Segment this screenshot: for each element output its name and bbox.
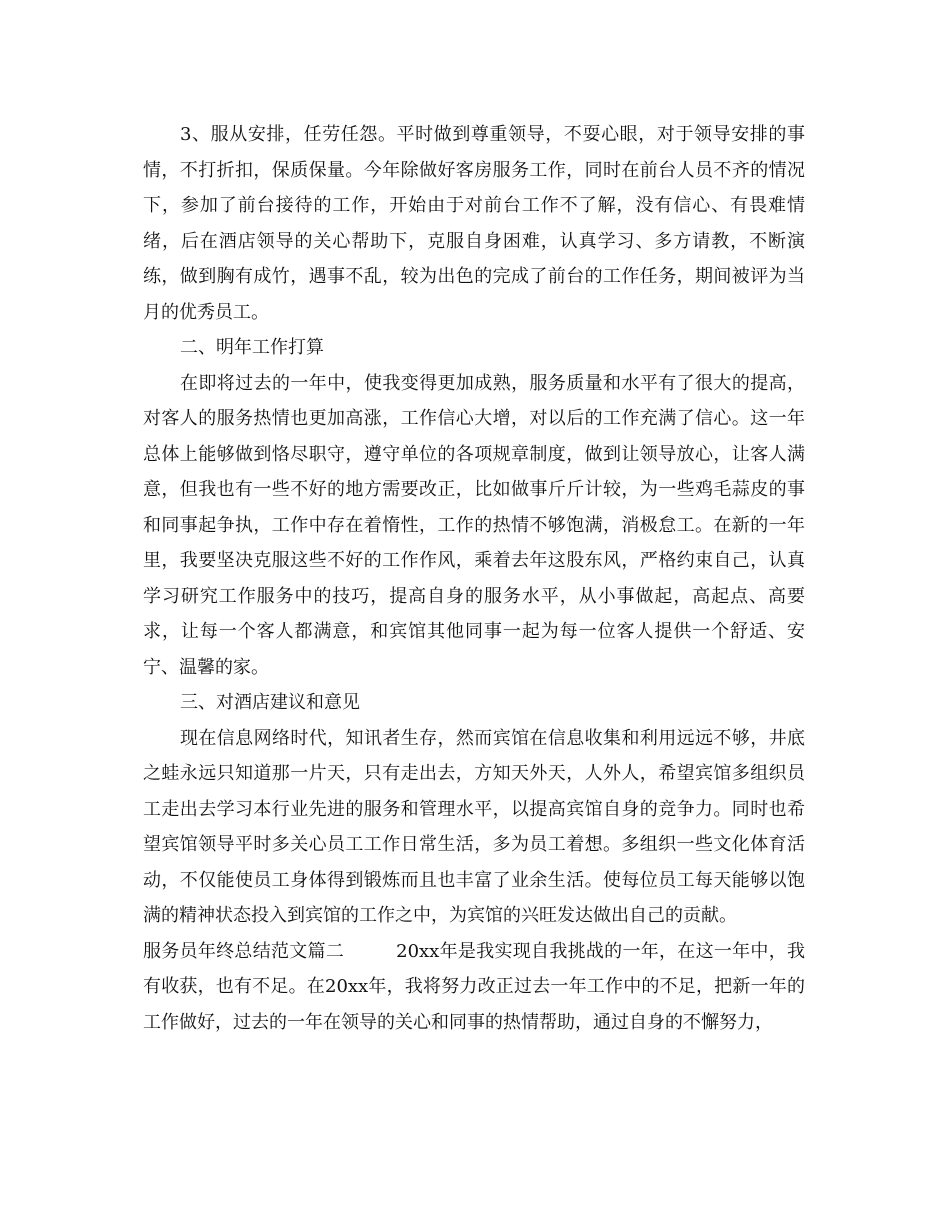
paragraph-hotel-suggestions: 现在信息网络时代，知讯者生存，然而宾馆在信息收集和利用远远不够，井底之蛙永远只知道那一片天，只有走出去，方知天外天，人外人，希望宾馆多组织员工走出去学习本行业先进的服务和管理水平，以提高宾馆自身的竞争力。同时也希望宾馆领导平时多关心员工工作日常生活，多为员工着想。多组织一些文化体育活动，不仅能使员工身体得到锻炼而且也丰富了业余生活。使每位员工每天能够以饱满的精神状态投入到宾馆的工作之中，为宾馆的兴旺发达做出自己的贡献。 [143,727,805,926]
section-title: 服务员年终总结范文篇二 [143,940,345,962]
paragraph-obedience: 3、服从安排，任劳任怨。平时做到尊重领导，不耍心眼，对于领导安排的事情，不打折扣，保质保量。今年除做好客房服务工作，同时在前台人员不齐的情况下，参加了前台接待的工作，开始由于对前台工作不了解，没有信心、有畏难情绪，后在酒店领导的关心帮助下，克服自身困难，认真学习、多方请教，不断演练，做到胸有成竹，遇事不乱，较为出色的完成了前台的工作任务，期间被评为当月的优秀员工。 [143,124,805,323]
heading-hotel-suggestions: 三、对酒店建议和意见 [180,692,360,713]
document-page [143,117,805,1040]
section-two-opening [143,934,805,1041]
paragraph-section-two: 20xx年是我实现自我挑战的一年，在这一年中，我有收获，也有不足。在20xx年，我将努力改正过去一年工作中的不足，把新一年的工作做好，过去的一年在领导的关心和同事的热情帮助，通过自身的不懈努力， [143,940,805,1033]
paragraph-next-year-plan: 在即将过去的一年中，使我变得更加成熟，服务质量和水平有了很大的提高，对客人的服务热情也更加高涨，工作信心大增，对以后的工作充满了信心。这一年总体上能够做到恪尽职守，遵守单位的各项规章制度，做到让领导放心，让客人满意，但我也有一些不好的地方需要改正，比如做事斤斤计较，为一些鸡毛蒜皮的事和同事起争执，工作中存在着惰性，工作的热情不够饱满，消极怠工。在新的一年里，我要坚决克服这些不好的工作作风，乘着去年这股东风，严格约束自己，认真学习研究工作服务中的技巧，提高自身的服务水平，从小事做起，高起点、高要求，让每一个客人都满意，和宾馆其他同事一起为每一位客人提供一个舒适、安宁、温馨的家。 [143,372,805,678]
heading-next-year-plan: 二、明年工作打算 [180,337,324,358]
